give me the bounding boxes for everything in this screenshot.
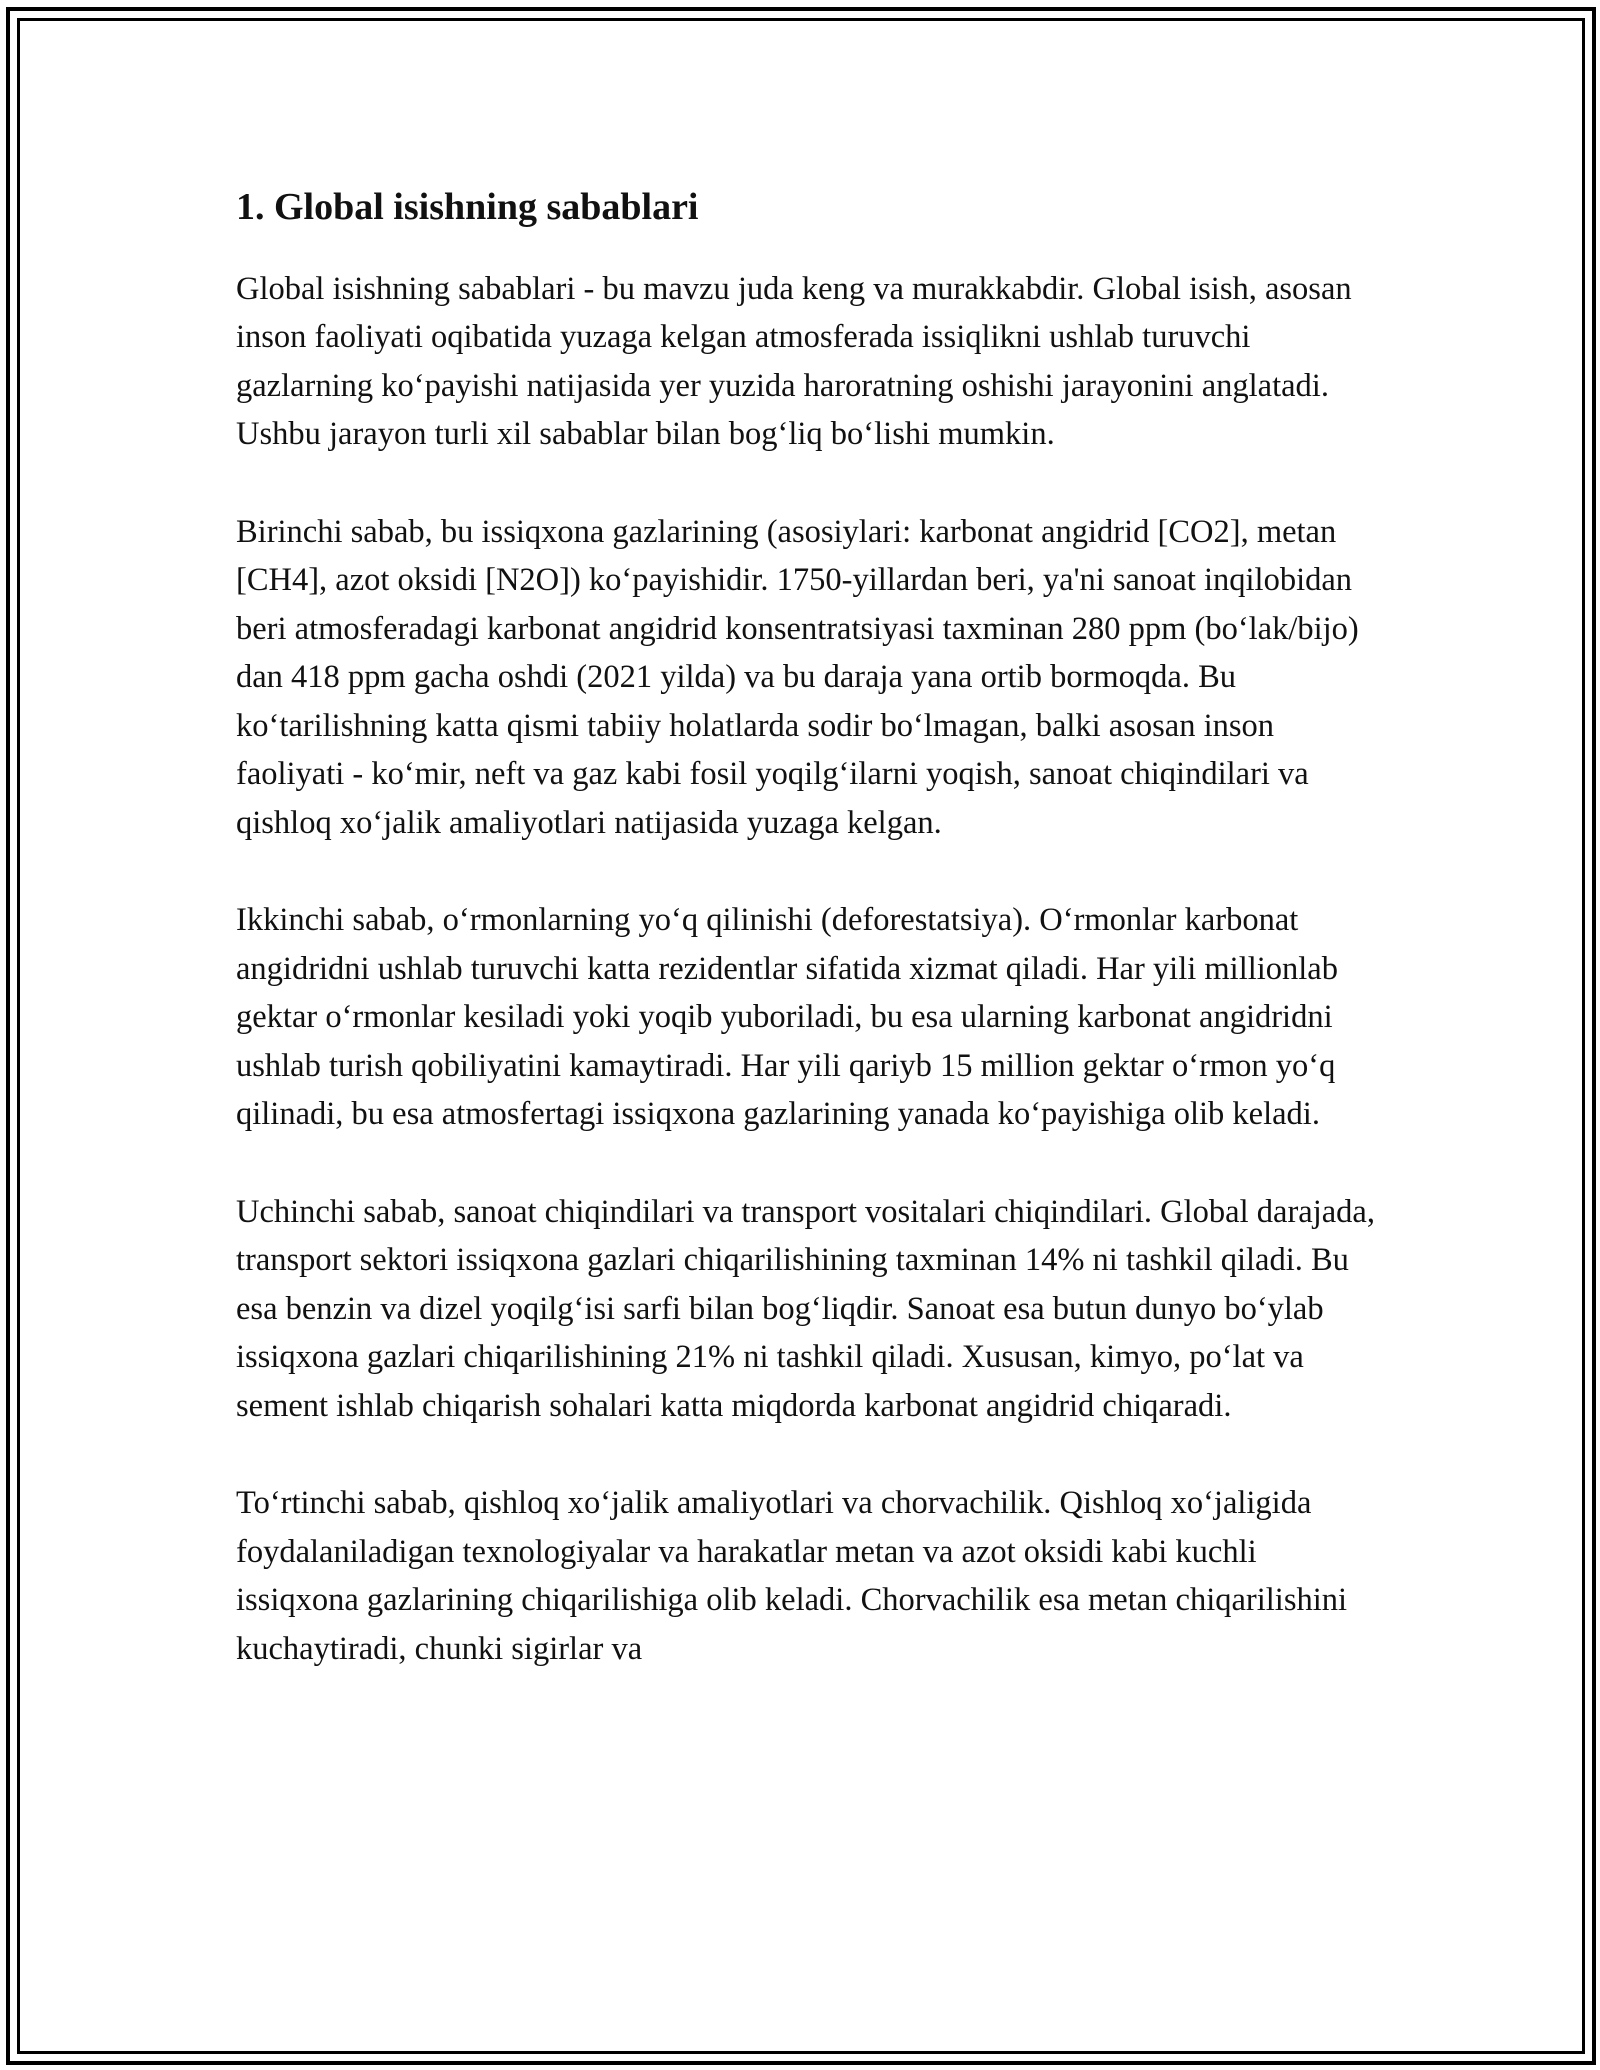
section-heading: 1. Global isishning sabablari xyxy=(236,186,699,228)
paragraph-third-cause: Uchinchi sabab, sanoat chiqindilari va transport vositalari chiqindilari. Global darajada, transport sektori issiqxona gazlari chiqarilishining taxminan 14% ni tashkil qiladi. Bu esa benzin va dizel yoqilg‘isi sarfi bilan bog‘liqdir. Sanoat esa butun dunyo bo‘ylab issiqxona gazlari chiqarilishining 21% ni tashkil qiladi. Xususan, kimyo, po‘lat va sement ishlab chiqarish sohalari katta miqdorda karbonat angidrid chiqaradi. xyxy=(236,1193,1375,1424)
paragraph-intro: Global isishning sabablari - bu mavzu juda keng va murakkabdir. Global isish, asosan inson faoliyati oqibatida yuzaga kelgan atmosferada issiqlikni ushlab turuvchi gazlarning ko‘payishi natijasida yer yuzida haroratning oshishi jarayonini anglatadi. Ushbu jarayon turli xil sabablar bilan bog‘liq bo‘lishi mumkin. xyxy=(236,270,1352,453)
paragraph-fourth-cause: To‘rtinchi sabab, qishloq xo‘jalik amaliyotlari va chorvachilik. Qishloq xo‘jaligida foydalaniladigan texnologiyalar va harakatlar metan va azot oksidi kabi kuchli issiqxona gazlarining chiqarilishiga olib keladi. Chorvachilik esa metan chiqarilishini kuchaytiradi, chunki sigirlar va xyxy=(236,1485,1348,1667)
document-body xyxy=(236,185,1376,1722)
paragraph-second-cause: Ikkinchi sabab, o‘rmonlarning yo‘q qilinishi (deforestatsiya). O‘rmonlar karbonat angidridni ushlab turuvchi katta rezidentlar sifatida xizmat qiladi. Har yili millionlab gektar o‘rmonlar kesiladi yoki yoqib yuboriladi, bu esa ularning karbonat angidridni ushlab turish qobiliyatini kamaytiradi. Har yili qariyb 15 million gektar o‘rmon yo‘q qilinadi, bu esa atmosfertagi issiqxona gazlarining yanada ko‘payishiga olib keladi. xyxy=(236,902,1338,1133)
paragraph-first-cause: Birinchi sabab, bu issiqxona gazlarining (asosiylari: karbonat angidrid [CO2], metan [CH4], azot oksidi [N2O]) ko‘payishidir. 1750-yillardan beri, ya'ni sanoat inqilobidan beri atmosferadagi karbonat angidrid konsentratsiyasi taxminan 280 ppm (bo‘lak/bijo) dan 418 ppm gacha oshdi (2021 yilda) va bu daraja yana ortib bormoqda. Bu ko‘tarilishning katta qismi tabiiy holatlarda sodir bo‘lmagan, balki asosan inson faoliyati - ko‘mir, neft va gaz kabi fosil yoqilg‘ilarni yoqish, sanoat chiqindilari va qishloq xo‘jalik amaliyotlari natijasida yuzaga kelgan. xyxy=(236,513,1359,841)
